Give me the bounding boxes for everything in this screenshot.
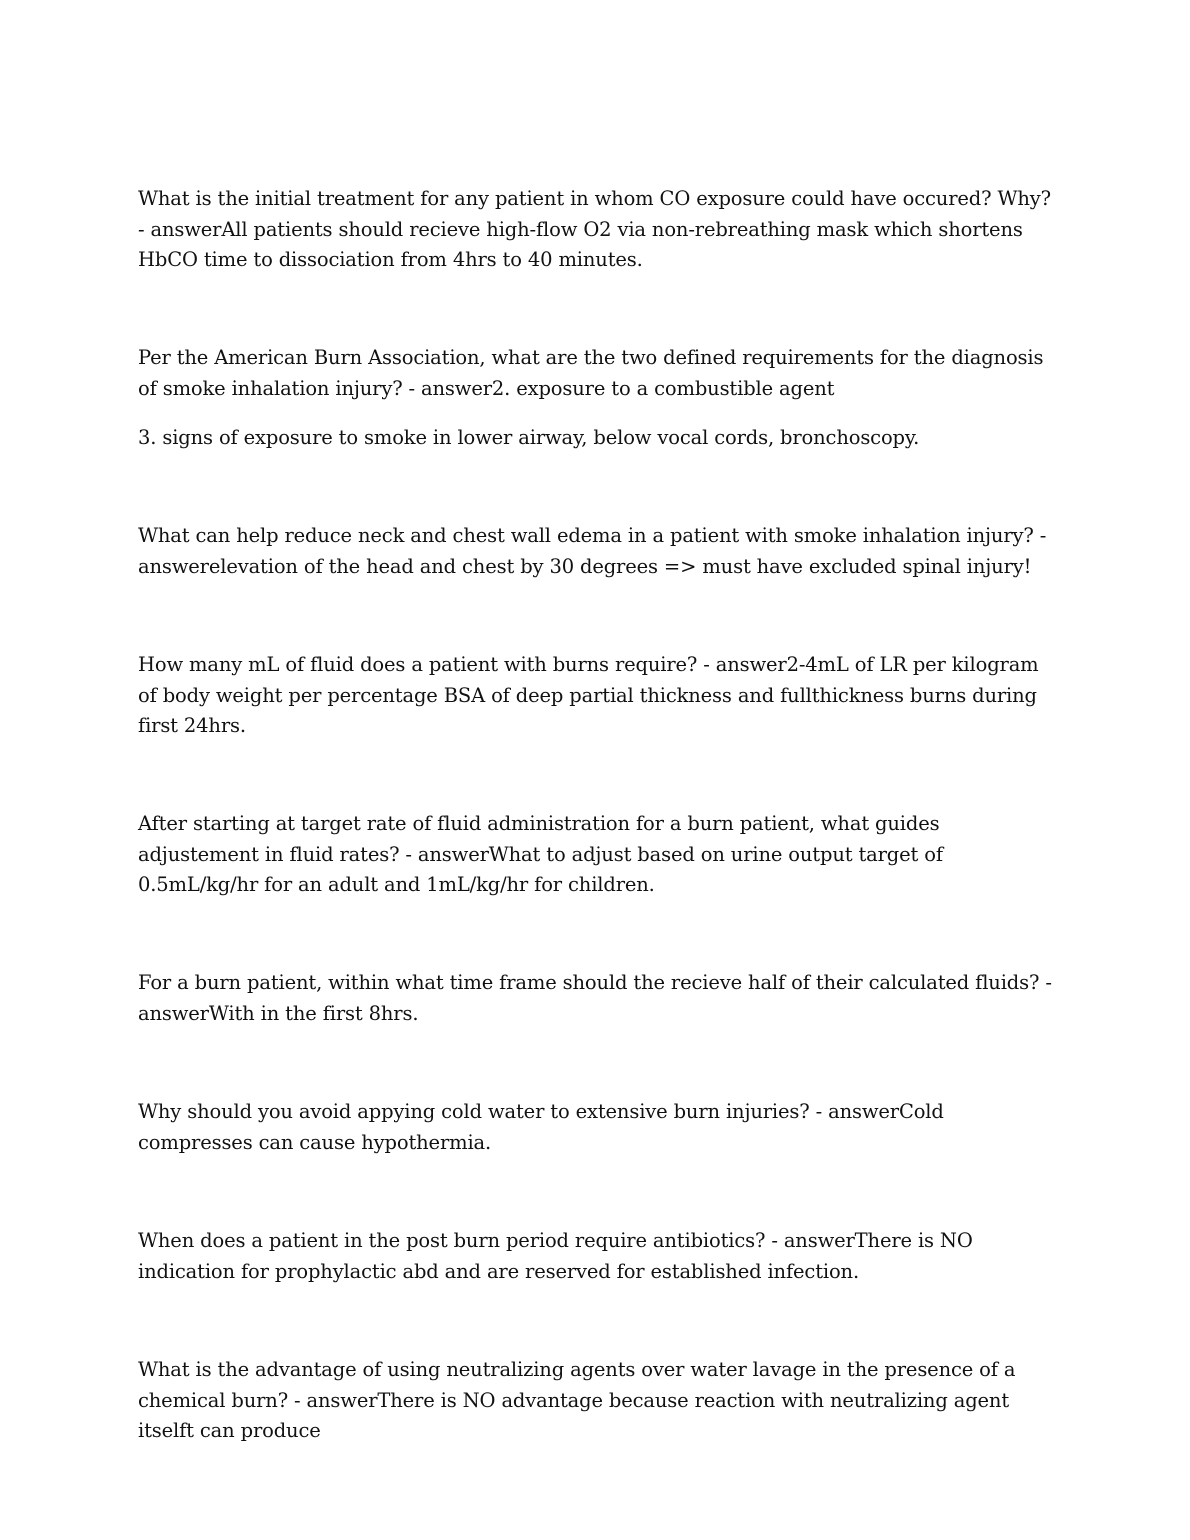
- qa-entry-cold-water: Why should you avoid appying cold water to extensive burn injuries? - answerCold compresses can cause hypothermia.: [138, 1100, 944, 1154]
- qa-entry-antibiotics: When does a patient in the post burn period require antibiotics? - answerThere is NO indication for prophylactic abd and are reserved for established infection.: [138, 1229, 973, 1283]
- qa-entry-fluid-adjustment: After starting at target rate of fluid administration for a burn patient, what guides adjustement in fluid rates? - answerWhat to adjust based on urine output target of 0.5mL/kg/hr for an adult and 1mL/kg/hr for children.: [138, 812, 943, 896]
- qa-entry-fluid-timeframe: For a burn patient, within what time frame should the recieve half of their calculated fluids? - answerWith in the first 8hrs.: [138, 971, 1052, 1025]
- qa-entry-smoke-inhalation-criteria-continued: 3. signs of exposure to smoke in lower airway, below vocal cords, bronchoscopy.: [138, 426, 920, 449]
- qa-entry-co-exposure: What is the initial treatment for any patient in whom CO exposure could have occured? Why? - answerAll patients should recieve high-flow O2 via non-rebreathing mask which shortens HbCO time to dissociation from 4hrs to 40 minutes.: [138, 187, 1051, 271]
- qa-entry-neutralizing-agents: What is the advantage of using neutralizing agents over water lavage in the presence of a chemical burn? - answerThere is NO advantage because reaction with neutralizing agent itselft can produce: [138, 1358, 1016, 1442]
- qa-entry-edema-reduction: What can help reduce neck and chest wall edema in a patient with smoke inhalation injury? - answerelevation of the head and chest by 30 degrees => must have excluded spinal injury!: [138, 524, 1047, 578]
- qa-entry-fluid-requirement: How many mL of fluid does a patient with burns require? - answer2-4mL of LR per kilogram of body weight per percentage BSA of deep partial thickness and fullthickness burns during first 24hrs.: [138, 653, 1039, 737]
- qa-entry-smoke-inhalation-criteria: Per the American Burn Association, what are the two defined requirements for the diagnosis of smoke inhalation injury? - answer2. exposure to a combustible agent: [138, 346, 1044, 400]
